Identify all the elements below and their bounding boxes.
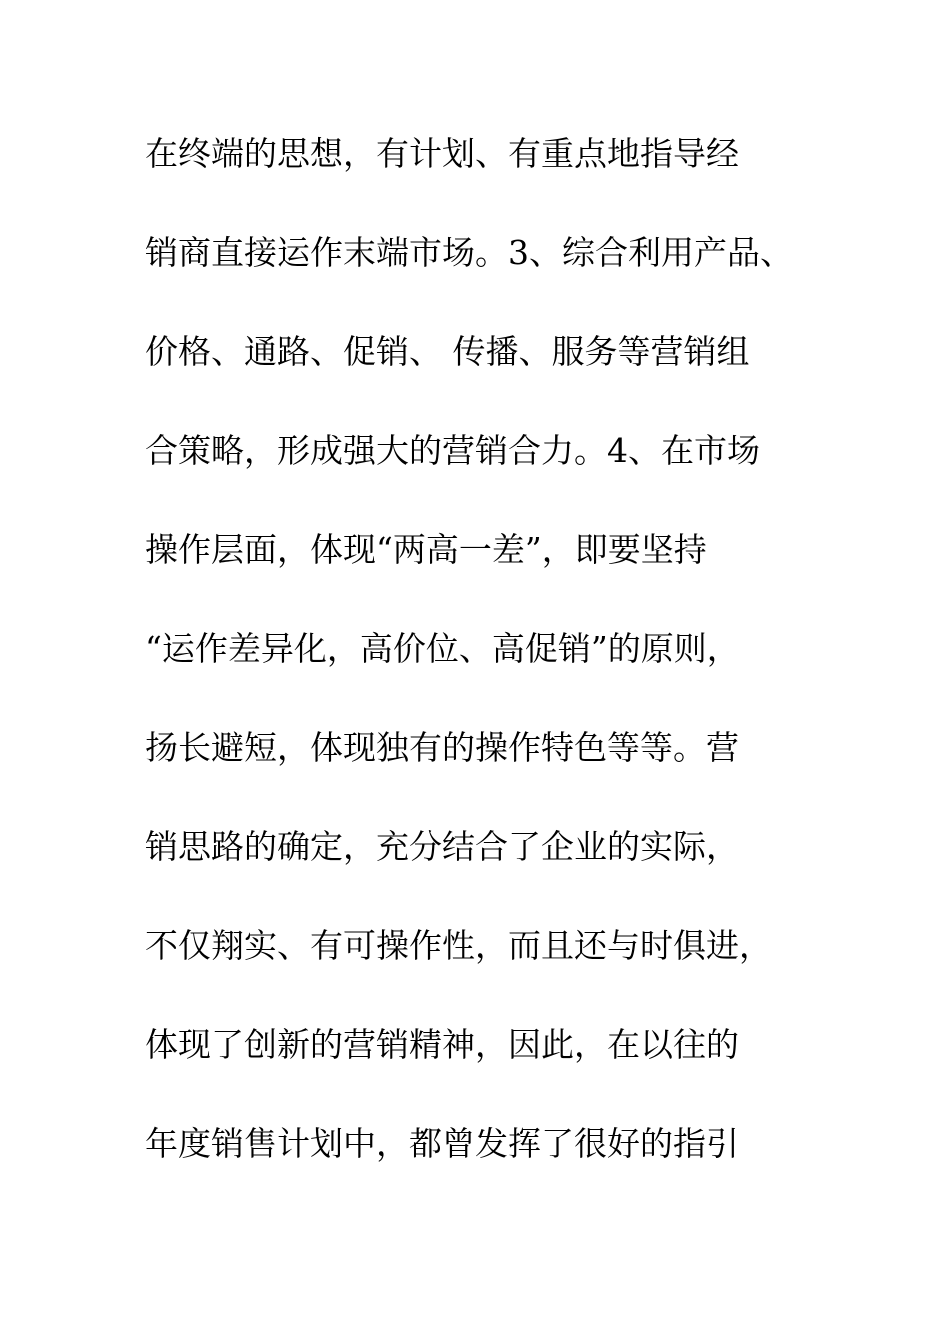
text-line: 在终端的思想，有计划、有重点地指导经 bbox=[145, 134, 739, 173]
text-line: 扬长避短，体现独有的操作特色等等。营 bbox=[145, 728, 739, 767]
text-line: 合策略，形成强大的营销合力。4、在市场 bbox=[145, 431, 760, 470]
text-line: 销思路的确定，充分结合了企业的实际， bbox=[145, 827, 739, 866]
text-line: 年度销售计划中，都曾发挥了很好的指引 bbox=[145, 1124, 739, 1163]
body-text bbox=[145, 126, 845, 1215]
text-line: 价格、通路、促销、 传播、服务等营销组 bbox=[145, 332, 750, 371]
text-line: 不仅翔实、有可操作性，而且还与时俱进， bbox=[145, 926, 772, 965]
text-line: “运作差异化，高价位、高促销”的原则， bbox=[145, 629, 740, 668]
text-line: 体现了创新的营销精神，因此，在以往的 bbox=[145, 1025, 739, 1064]
text-line: 操作层面，体现“两高一差”，即要坚持 bbox=[145, 530, 707, 569]
text-line: 销商直接运作末端市场。3、综合利用产品、 bbox=[145, 233, 793, 272]
